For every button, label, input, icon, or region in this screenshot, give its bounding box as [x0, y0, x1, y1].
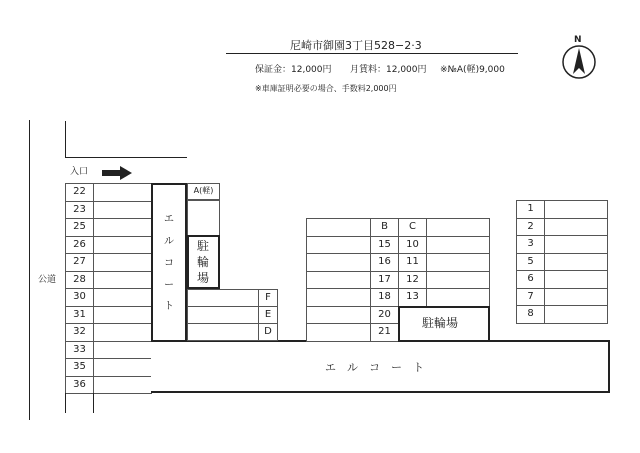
- bike-parking-left-char-1: 駐: [197, 239, 210, 253]
- mid-left-space-cell: [306, 253, 371, 272]
- elcourt-bottom-edge: [151, 391, 610, 393]
- public-road-line: [29, 120, 30, 420]
- right-number-label: 2: [527, 220, 534, 232]
- fed-space-cell: [187, 289, 259, 307]
- slot-number-label: 32: [73, 326, 86, 337]
- entrance-arrow-icon: [102, 165, 132, 184]
- fed-space-cell: [187, 323, 259, 341]
- slot-number-label: 31: [73, 308, 86, 320]
- mid-b-label: 21: [378, 326, 391, 337]
- mid-right-space-cell: [426, 218, 490, 237]
- mid-right-space-cell: [426, 271, 490, 290]
- fed-label: E: [264, 309, 272, 320]
- right-number-label: 3: [527, 238, 534, 249]
- elcourt-char-2: ル: [164, 236, 174, 247]
- page-title: 尼崎市御園3丁目528−2·3: [290, 39, 422, 52]
- slot-space-cell: [93, 271, 152, 290]
- bike-parking-left-char-2: 輪: [197, 255, 210, 269]
- slot-a-label: A(軽): [193, 186, 214, 195]
- slot-space-cell: [93, 218, 152, 237]
- mid-right-space-cell: [426, 253, 490, 272]
- mid-right-space-cell: [426, 236, 490, 255]
- right-space-cell: [544, 305, 608, 324]
- elcourt-char-1: エ: [164, 214, 174, 225]
- mid-left-space-cell: [306, 271, 371, 290]
- entrance-line-vertical: [65, 121, 66, 157]
- right-space-cell: [544, 218, 608, 237]
- right-number-label: 1: [527, 203, 534, 214]
- right-number-label: 8: [527, 308, 534, 319]
- slot-number-label: 26: [73, 238, 86, 250]
- elcourt-char-3: コ: [164, 258, 174, 269]
- rent-text: 月賃料：12,000円: [350, 65, 427, 75]
- slot-space-cell: [93, 341, 152, 360]
- mid-right-space-cell: [426, 288, 490, 307]
- mid-left-space-cell: [306, 323, 371, 342]
- mid-b-label: 18: [378, 291, 391, 302]
- right-number-label: 6: [527, 273, 534, 284]
- mid-left-space-cell: [306, 218, 371, 237]
- mid-b-label: 17: [378, 273, 391, 285]
- fed-space-cell: [187, 306, 259, 324]
- bike-parking-right-label: 駐輪場: [422, 316, 459, 330]
- fed-connector-line: [278, 340, 306, 341]
- slot-number-label: 23: [73, 203, 86, 215]
- elcourt-horizontal-label: エ ル コ ー ト: [325, 361, 424, 374]
- fed-label: F: [265, 292, 271, 303]
- slot-number-label: 27: [73, 256, 86, 267]
- left-column-tail-line: [65, 393, 66, 413]
- mid-b-label: 16: [378, 256, 391, 267]
- mid-left-space-cell: [306, 236, 371, 255]
- slot-space-cell: [93, 323, 152, 342]
- slot-space-cell: [93, 253, 152, 272]
- entrance-label: 入口: [70, 167, 89, 177]
- right-space-cell: [544, 235, 608, 254]
- slot-number-label: 25: [73, 221, 86, 232]
- mid-b-label: 15: [378, 238, 391, 250]
- public-road-label: 公道: [38, 275, 57, 285]
- slot-number-label: 30: [73, 291, 86, 302]
- slot-number-label: 33: [73, 343, 86, 355]
- slot-number-label: 28: [73, 273, 86, 285]
- right-number-label: 5: [527, 255, 534, 267]
- right-number-label: 7: [527, 290, 534, 302]
- slot-space-cell: [93, 183, 152, 202]
- left-column-tail-line: [93, 393, 94, 413]
- mid-b-label: 20: [378, 308, 391, 320]
- slot-number-label: 35: [73, 361, 86, 372]
- entrance-line-horizontal: [65, 157, 187, 158]
- right-space-cell: [544, 270, 608, 289]
- slot-space-cell: [93, 288, 152, 307]
- right-space-cell: [544, 253, 608, 272]
- slot-number-label: 22: [73, 186, 86, 197]
- small-car-text: ※№A(軽)9,000: [440, 65, 505, 75]
- right-space-cell: [544, 288, 608, 307]
- slot-number-label: 36: [73, 378, 86, 390]
- slot-space-cell: [93, 306, 152, 325]
- mid-c-label: 13: [406, 291, 419, 302]
- compass-label: N: [574, 35, 582, 45]
- slot-space-cell: [93, 236, 152, 255]
- fed-label: D: [264, 326, 272, 337]
- elcourt-char-5: ト: [164, 301, 174, 312]
- mid-c-label: 11: [406, 256, 419, 267]
- mid-c-label: 10: [406, 238, 419, 250]
- slot-space-cell: [93, 201, 152, 220]
- slot-space-cell: [93, 358, 152, 377]
- mid-b-label: B: [381, 221, 388, 232]
- mid-left-space-cell: [306, 306, 371, 325]
- deposit-text: 保証金：12,000円: [255, 65, 332, 75]
- slot-a-space: [187, 200, 220, 236]
- mid-left-space-cell: [306, 288, 371, 307]
- title-underline: [226, 53, 518, 54]
- bike-parking-left-char-3: 場: [197, 271, 210, 285]
- slot-space-cell: [93, 376, 152, 395]
- elcourt-char-4: ー: [164, 280, 174, 291]
- right-space-cell: [544, 200, 608, 219]
- mid-c-label: 12: [406, 273, 419, 285]
- note-text: ※車庫証明必要の場合、手数料2,000円: [255, 84, 397, 93]
- mid-c-label: C: [409, 221, 416, 232]
